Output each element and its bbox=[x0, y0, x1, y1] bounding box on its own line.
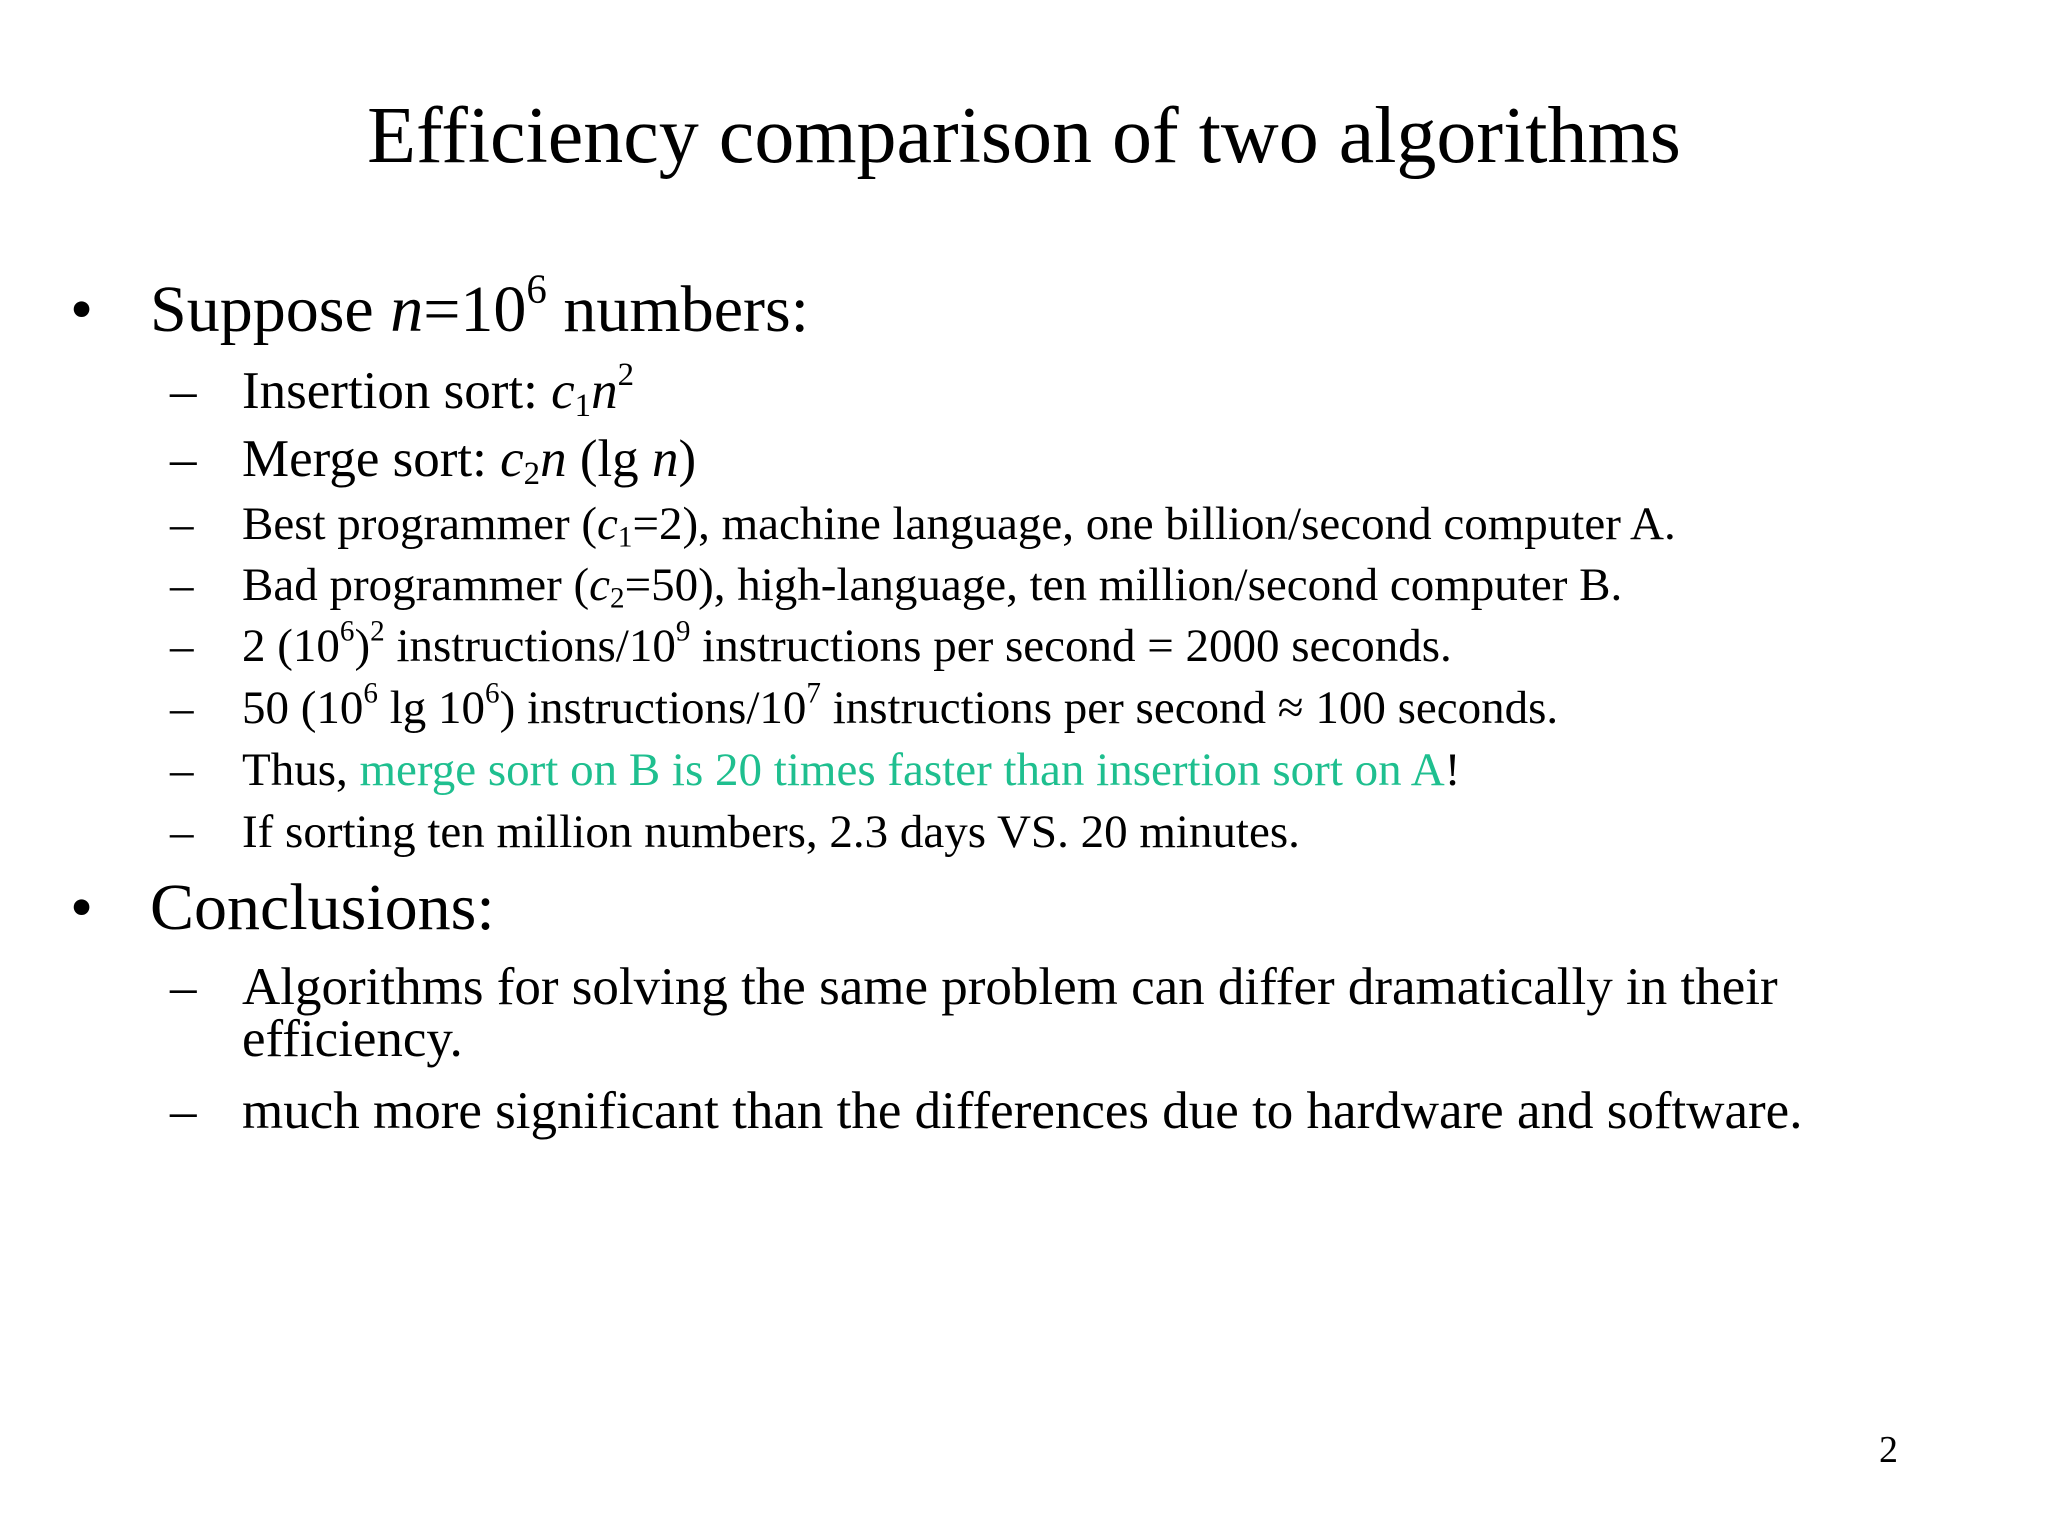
bullet-conclusions: • Conclusions: bbox=[70, 868, 495, 948]
sub-best-programmer: – Best programmer $(c_1=2)$, machine language, one billion/second computer A. bbox=[170, 498, 1676, 554]
bullet-glyph: • bbox=[70, 273, 94, 346]
dash-glyph: – bbox=[170, 806, 194, 858]
dash-glyph: – bbox=[170, 498, 194, 550]
sub-algorithms-differ-cont: efficiency. bbox=[242, 1010, 463, 1068]
sub-ten-million: – If sorting ten million numbers, 2.3 days VS. 20 minutes. bbox=[170, 806, 1300, 858]
dash-glyph: – bbox=[170, 620, 194, 672]
sub-merge-time: – 50 ($10^6$ $\lg 10^6$) instructions/$10^7$ instructions per second ≈ 100 seconds. bbox=[170, 677, 1559, 734]
dash-glyph: – bbox=[170, 430, 197, 488]
sub-algorithms-differ: – Algorithms for solving the same problem can differ dramatically in their bbox=[170, 958, 1778, 1016]
sub-thus: – Thus, merge sort on B is 20 times faster than insertion sort on A! bbox=[170, 744, 1461, 796]
sub-bad-programmer: – Bad programmer $(c_2=50)$, high-language, ten million/second computer B. bbox=[170, 559, 1623, 615]
slide-title: Efficiency comparison of two algorithms bbox=[367, 92, 1681, 180]
dash-glyph: – bbox=[170, 559, 194, 611]
dash-glyph: – bbox=[170, 1082, 197, 1140]
sub-insertion-time: – 2 $(10^6)^2$ instructions/$10^9$ instructions per second = 2000 seconds. bbox=[170, 615, 1452, 672]
dash-glyph: – bbox=[170, 682, 194, 734]
bullet-suppose: • Suppose $n=10^6$ numbers: bbox=[70, 270, 809, 350]
sub-insertion-sort: – Insertion sort: $c_1n^2$ bbox=[170, 357, 635, 425]
dash-glyph: – bbox=[170, 362, 197, 420]
dash-glyph: – bbox=[170, 744, 194, 796]
sub-merge-sort: – Merge sort: $c_2n$ (lg n) bbox=[170, 430, 697, 493]
highlighted-conclusion: merge sort on B is 20 times faster than insertion sort on A bbox=[359, 744, 1445, 796]
page-number: 2 bbox=[1879, 1429, 1898, 1471]
dash-glyph: – bbox=[170, 958, 197, 1016]
sub-hardware-software: – much more significant than the differences due to hardware and software. bbox=[170, 1082, 1803, 1140]
bullet-glyph: • bbox=[70, 871, 94, 944]
